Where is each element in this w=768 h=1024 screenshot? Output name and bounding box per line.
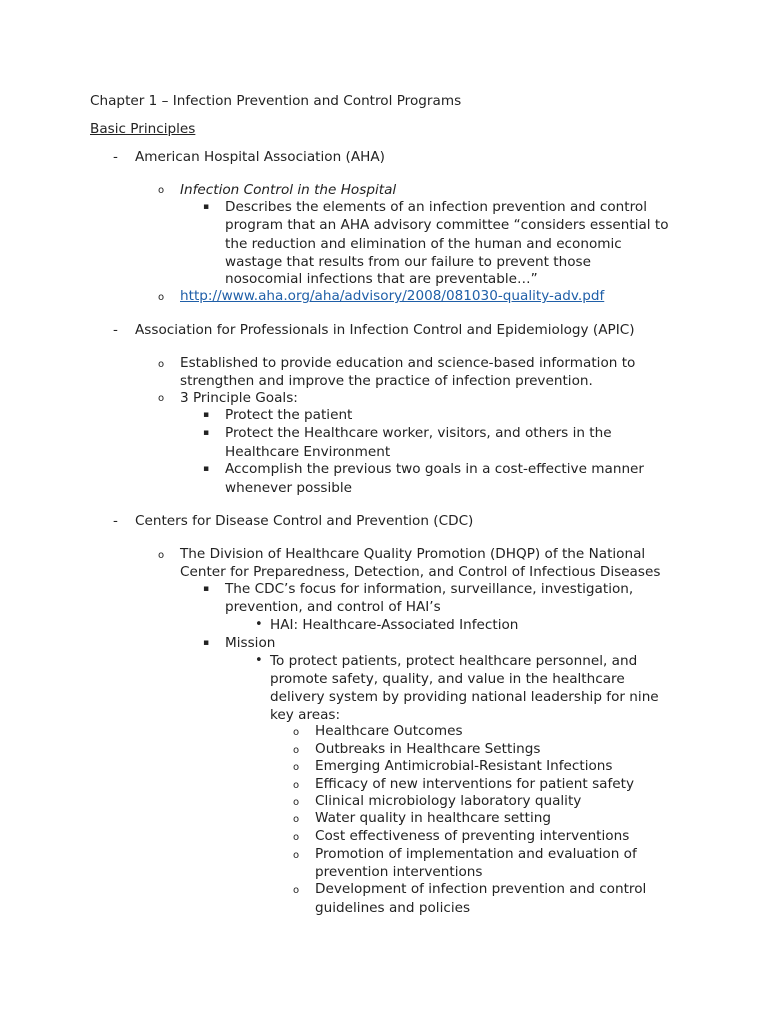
circle-bullet: o <box>158 185 165 196</box>
circle-bullet: o <box>293 745 300 756</box>
circle-bullet: o <box>158 292 165 303</box>
circle-bullet: o <box>293 850 300 861</box>
apic-goal: Protect the patient <box>225 407 353 423</box>
apic-item-line: Established to provide education and science-based information to <box>180 355 636 371</box>
cdc-heading: Centers for Disease Control and Prevention (CDC) <box>135 513 474 529</box>
circle-bullet: o <box>158 550 165 561</box>
cdc-mission-line: To protect patients, protect healthcare personnel, and <box>270 653 638 669</box>
circle-bullet: o <box>293 780 300 791</box>
aha-description-line: nosocomial infections that are preventable…” <box>225 271 538 287</box>
dash-bullet: - <box>113 513 118 529</box>
key-area-item: Clinical microbiology laboratory quality <box>315 793 582 809</box>
chapter-title: Chapter 1 – Infection Prevention and Control Programs <box>90 93 462 109</box>
circle-bullet: o <box>293 797 300 808</box>
key-area-item: Outbreaks in Healthcare Settings <box>315 741 541 757</box>
circle-bullet: o <box>293 832 300 843</box>
apic-goal: Healthcare Environment <box>225 444 391 460</box>
apic-goals-heading: 3 Principle Goals: <box>180 390 298 406</box>
aha-description-line: program that an AHA advisory committee “considers essential to <box>225 217 669 233</box>
aha-advisory-link[interactable]: http://www.aha.org/aha/advisory/2008/081030-quality-adv.pdf <box>180 288 605 304</box>
aha-description-line: Describes the elements of an infection prevention and control <box>225 199 647 215</box>
circle-bullet: o <box>293 885 300 896</box>
cdc-mission-line: key areas: <box>270 707 341 723</box>
key-area-item: Emerging Antimicrobial-Resistant Infections <box>315 758 613 774</box>
circle-bullet: o <box>293 814 300 825</box>
cdc-mission-line: promote safety, quality, and value in the healthcare <box>270 671 625 687</box>
dash-bullet: - <box>113 149 118 165</box>
key-area-item: prevention interventions <box>315 864 483 880</box>
apic-item-line: strengthen and improve the practice of infection prevention. <box>180 373 593 389</box>
cdc-dhqp-line: The Division of Healthcare Quality Promotion (DHQP) of the National <box>180 546 646 562</box>
cdc-mission-label: Mission <box>225 635 276 651</box>
key-area-item: guidelines and policies <box>315 900 471 916</box>
aha-description-line: the reduction and elimination of the human and economic <box>225 236 622 252</box>
apic-heading: Association for Professionals in Infection Control and Epidemiology (APIC) <box>135 322 635 338</box>
cdc-focus-line: prevention, and control of HAI’s <box>225 599 441 615</box>
square-bullet: ▪ <box>203 584 210 594</box>
square-bullet: ▪ <box>203 464 210 474</box>
dot-bullet: • <box>255 617 263 632</box>
aha-description-line: wastage that results from our failure to prevent those <box>225 254 591 270</box>
key-area-item: Efficacy of new interventions for patient safety <box>315 776 635 792</box>
apic-goal: whenever possible <box>225 480 353 496</box>
cdc-dhqp-line: Center for Preparedness, Detection, and Control of Infectious Diseases <box>180 564 661 580</box>
key-area-item: Healthcare Outcomes <box>315 723 463 739</box>
circle-bullet: o <box>158 359 165 370</box>
aha-item-title: Infection Control in the Hospital <box>180 182 397 198</box>
square-bullet: ▪ <box>203 202 210 212</box>
square-bullet: ▪ <box>203 410 210 420</box>
cdc-mission-line: delivery system by providing national leadership for nine <box>270 689 659 705</box>
dot-bullet: • <box>255 653 263 668</box>
aha-heading: American Hospital Association (AHA) <box>135 149 385 165</box>
key-area-item: Cost effectiveness of preventing interventions <box>315 828 630 844</box>
square-bullet: ▪ <box>203 428 210 438</box>
cdc-hai-definition: HAI: Healthcare-Associated Infection <box>270 617 519 633</box>
key-area-item: Water quality in healthcare setting <box>315 810 551 826</box>
circle-bullet: o <box>293 762 300 773</box>
circle-bullet: o <box>293 727 300 738</box>
section-heading: Basic Principles <box>90 121 196 137</box>
apic-goal: Accomplish the previous two goals in a cost-effective manner <box>225 461 645 477</box>
apic-goal: Protect the Healthcare worker, visitors, and others in the <box>225 425 612 441</box>
key-area-item: Development of infection prevention and control <box>315 881 647 897</box>
key-area-item: Promotion of implementation and evaluation of <box>315 846 637 862</box>
square-bullet: ▪ <box>203 638 210 648</box>
dash-bullet: - <box>113 322 118 338</box>
cdc-focus-line: The CDC’s focus for information, surveillance, investigation, <box>225 581 634 597</box>
circle-bullet: o <box>158 393 165 404</box>
